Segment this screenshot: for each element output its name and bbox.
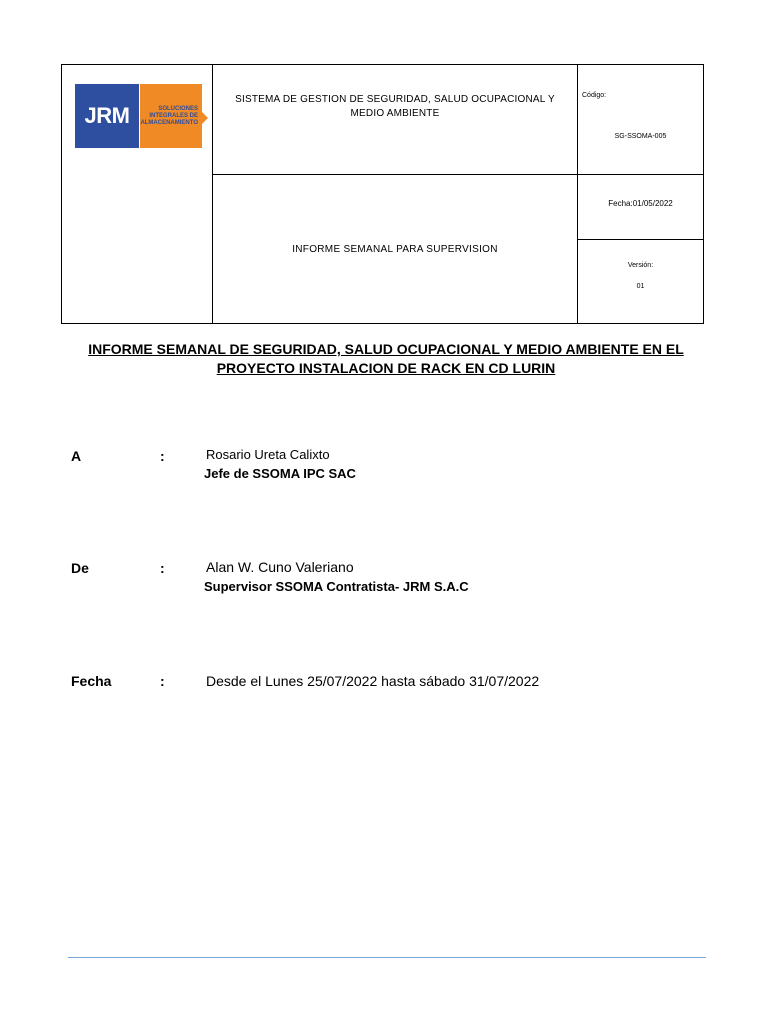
logo-brand: JRM (75, 84, 139, 148)
to-colon: : (160, 448, 165, 464)
to-name: Rosario Ureta Calixto (206, 447, 330, 462)
from-name: Alan W. Cuno Valeriano (206, 559, 354, 575)
logo-cell (62, 65, 213, 324)
code-label: Código: (582, 92, 607, 99)
document-header-table (61, 64, 704, 324)
date-label: Fecha (71, 673, 112, 689)
date-colon: : (160, 673, 165, 689)
logo-arrow-icon (202, 112, 208, 124)
system-title-cell (213, 65, 578, 175)
version-value: 01 (636, 283, 645, 290)
document-title: INFORME SEMANAL DE SEGURIDAD, SALUD OCUPACIONAL Y MEDIO AMBIENTE EN EL PROYECTO INSTALACION DE RACK EN CD LURIN (88, 341, 684, 376)
to-role: Jefe de SSOMA IPC SAC (204, 466, 356, 481)
code-cell (578, 65, 704, 175)
from-colon: : (160, 560, 165, 576)
report-title: INFORME SEMANAL PARA SUPERVISION (213, 175, 578, 324)
date-range: Desde el Lunes 25/07/2022 hasta sábado 31/07/2022 (206, 673, 540, 689)
footer-divider (68, 957, 706, 958)
company-logo (75, 84, 205, 148)
date-cell (578, 175, 704, 240)
version-cell (578, 240, 704, 324)
code-value: SG-SSOMA-005 (614, 133, 667, 140)
header-date: Fecha:01/05/2022 (608, 199, 673, 208)
logo-tagline: SOLUCIONES INTEGRALES DE ALMACENAMIENTO (140, 84, 202, 148)
system-title: SISTEMA DE GESTION DE SEGURIDAD, SALUD OCUPACIONAL Y MEDIO AMBIENTE (235, 94, 555, 119)
from-role: Supervisor SSOMA Contratista- JRM S.A.C (204, 579, 469, 594)
from-label: De (71, 560, 89, 576)
to-label: A (71, 448, 82, 464)
version-label: Versión: (627, 262, 654, 269)
